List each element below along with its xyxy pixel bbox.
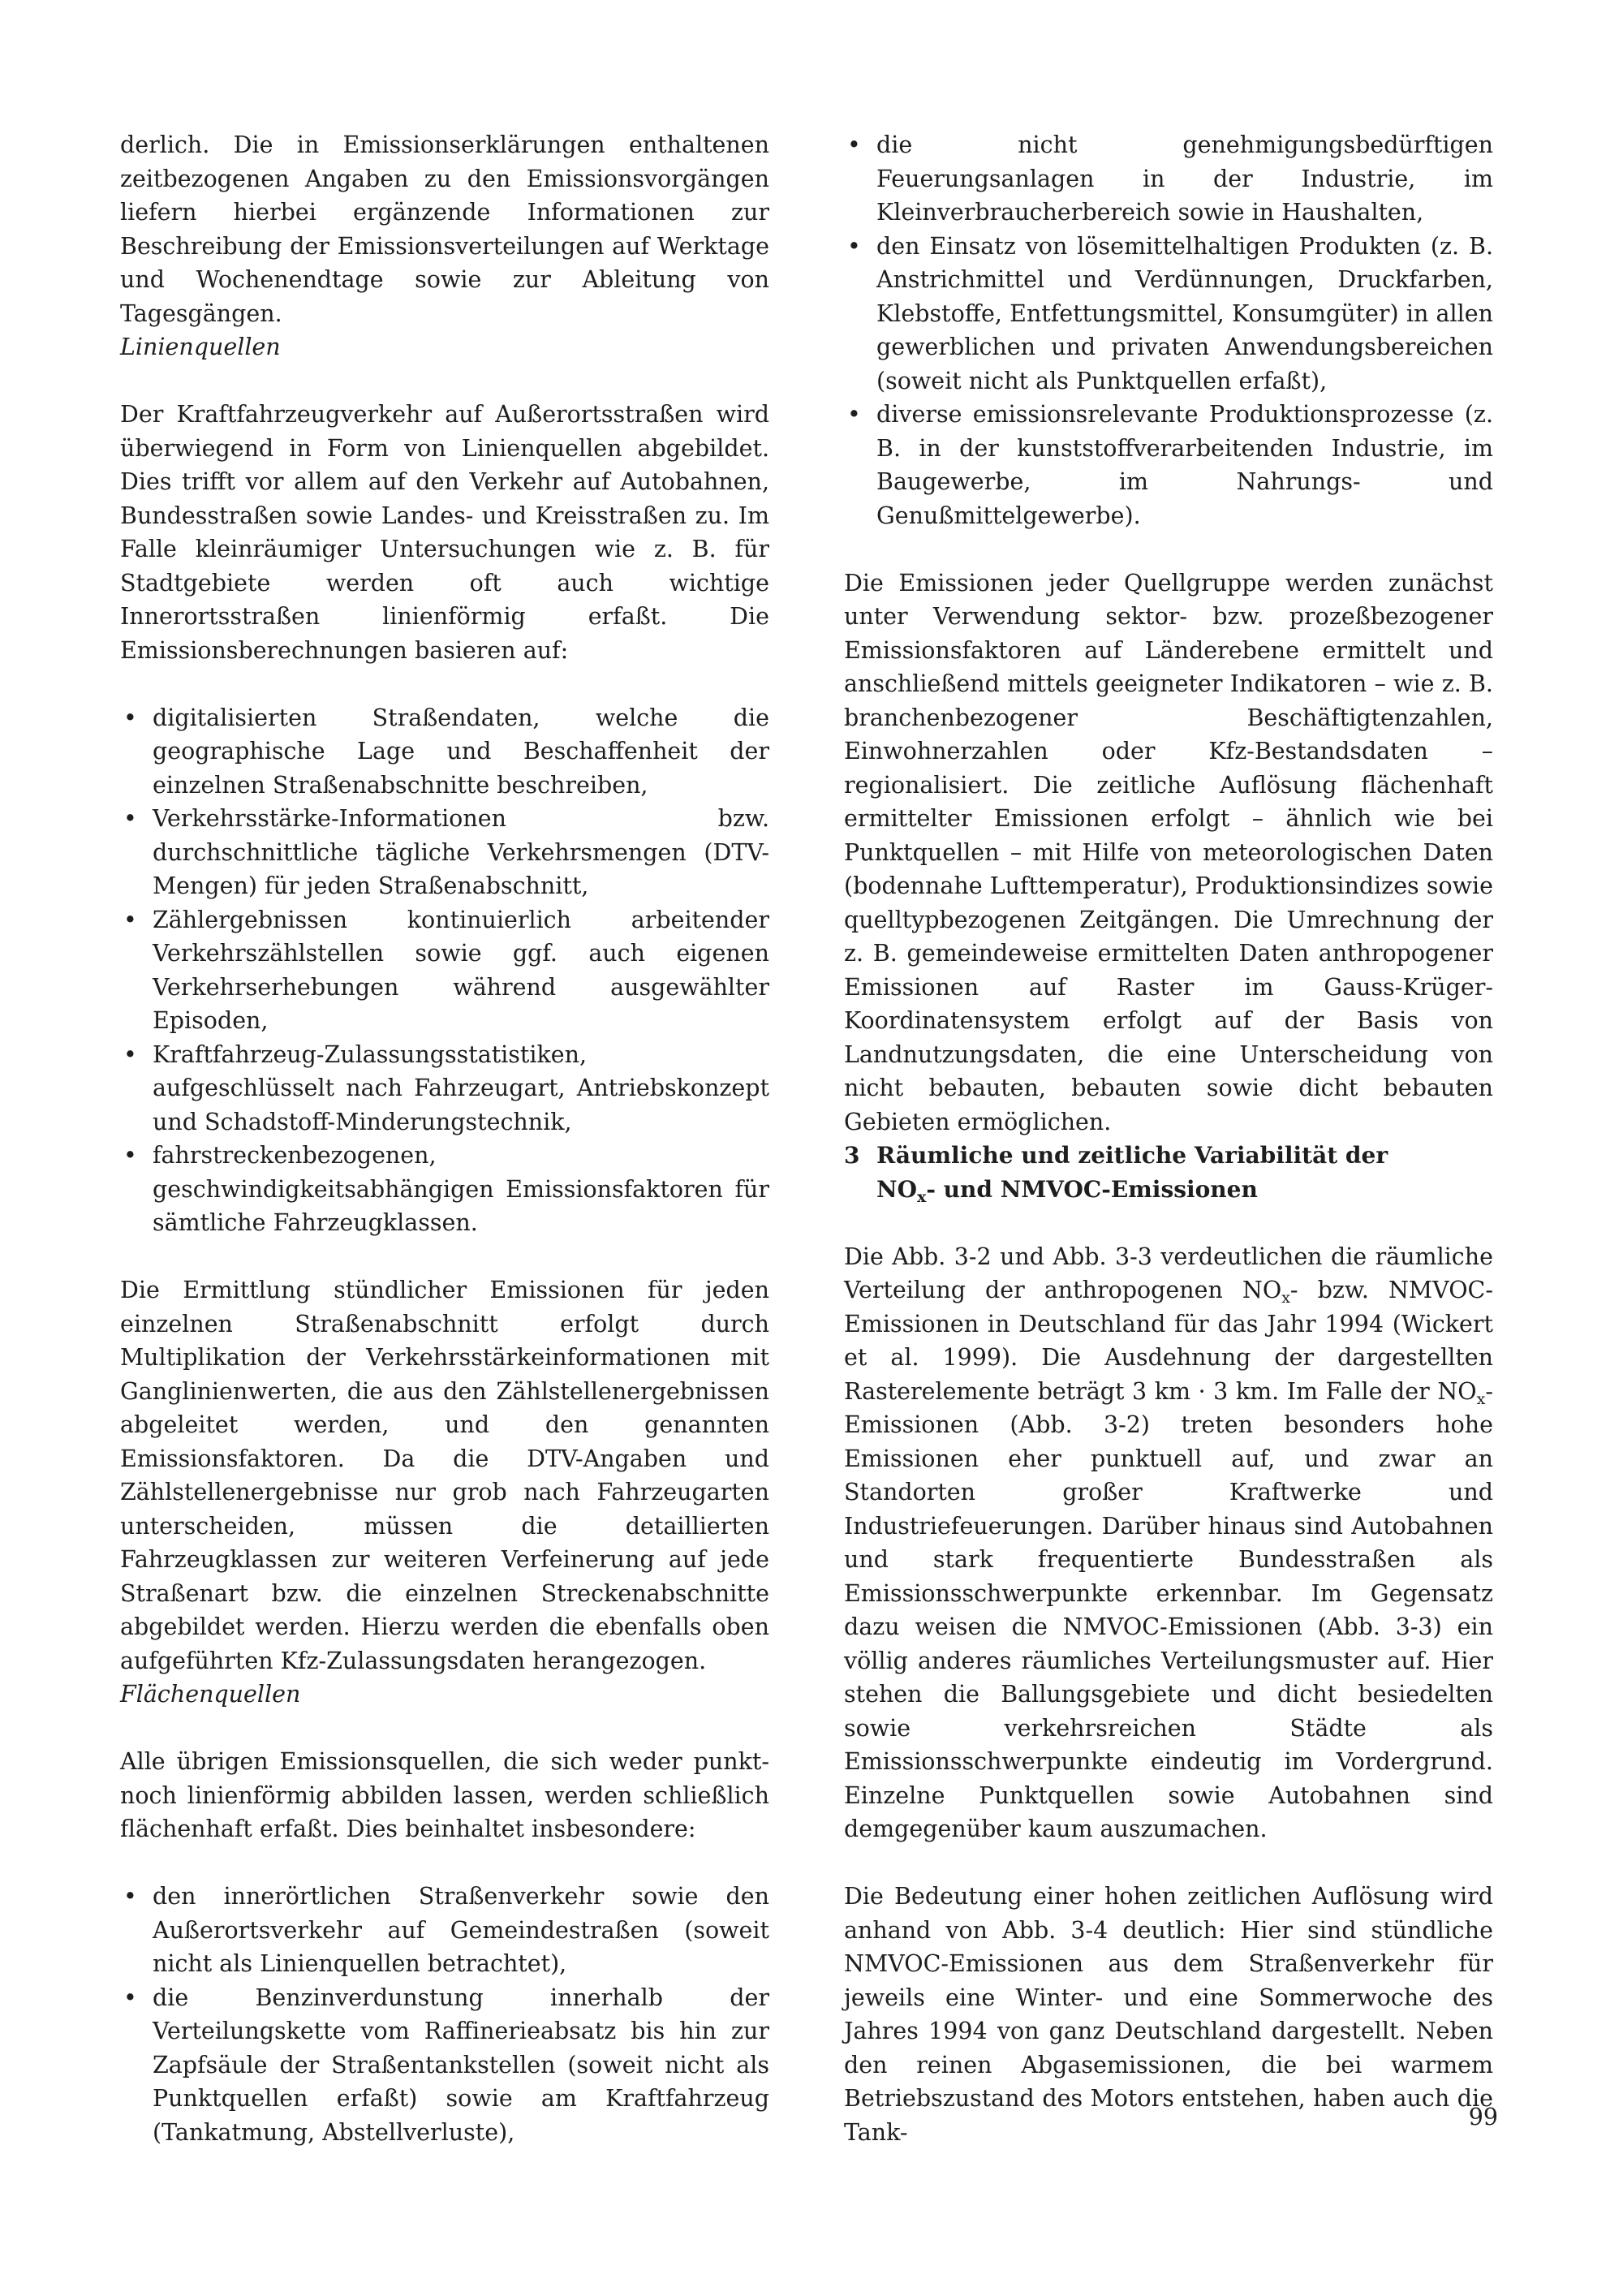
section-heading xyxy=(844,1139,1493,1206)
subheading-flaechenquellen: Flächenquellen xyxy=(120,1681,301,1708)
paragraph-linienquellen: Der Kraftfahrzeugverkehr auf Außerortsstraßen wird überwiegend in Form von Linienquellen abgebildet. Dies trifft vor allem auf den Verkehr auf Autobahnen, Bundesstraßen sowie Landes- und Kreisstraßen zu. Im Falle kleinräumiger Untersuchungen wie z. B. für Stadtgebiete werden oft auch wichtige Innerortsstraßen linienförmig erfaßt. Die Emissionsberechnungen basieren auf: xyxy=(120,401,769,664)
bullet-list-flaechenquellen xyxy=(120,1880,769,2149)
list-item: • den Einsatz von lösemittelhaltigen Produkten (z. B. Anstrichmittel und Verdünnungen, Druckfarben, Klebstoffe, Entfettungsmittel, Konsumgüter) in allen gewerblichen und privaten Anwendungsbereichen (soweit nicht als Punktquellen erfaßt), xyxy=(844,230,1493,398)
page-number: 99 xyxy=(1468,2104,1498,2130)
paragraph-zeitliche-aufloesung: Die Bedeutung einer hohen zeitlichen Auflösung wird anhand von Abb. 3-4 deutlich: Hier sind stündliche NMVOC-Emissionen aus dem Straßenverkehr für jeweils eine Winter- und eine Sommerwoche des Jahres 1994 von ganz Deutschland dargestellt. Neben den reinen Abgasemissionen, die bei warmem Betriebszustand des Motors entstehen, haben auch die Tank- xyxy=(844,1883,1493,2146)
list-item: • Kraftfahrzeug-Zulassungsstatistiken, aufgeschlüsselt nach Fahrzeugart, Antriebskonzept und Schadstoff-Minderungstechnik, xyxy=(120,1038,769,1139)
list-item: • fahrstreckenbezogenen, geschwindigkeitsabhängigen Emissionsfaktoren für sämtliche Fahrzeugklassen. xyxy=(120,1139,769,1240)
list-item: • Verkehrsstärke-Informationen bzw. durchschnittliche tägliche Verkehrsmengen (DTV-Mengen) für jeden Straßenabschnitt, xyxy=(120,802,769,903)
list-item: • diverse emissionsrelevante Produktionsprozesse (z. B. in der kunststoffverarbeitenden Industrie, im Baugewerbe, im Nahrungs- und Genußmittelgewerbe). xyxy=(844,398,1493,532)
list-item: • die Benzinverdunstung innerhalb der Verteilungskette vom Raffinerieabsatz bis hin zur Zapfsäule der Straßentankstellen (soweit nicht als Punktquellen erfaßt) sowie am Kraftfahrzeug (Tankatmung, Abstellverluste), xyxy=(120,1981,769,2150)
list-item: • digitalisierten Straßendaten, welche die geographische Lage und Beschaffenheit der einzelnen Straßenabschnitte beschreiben, xyxy=(120,701,769,803)
section-number: 3 xyxy=(844,1142,860,1169)
paragraph-raeumliche-verteilung: Die Abb. 3-2 und Abb. 3-3 verdeutlichen die räumliche Verteilung der anthropogenen $NO_x-$ bzw. NMVOC-Emissionen in Deutschland für das Jahr 1994 (Wickert et al. 1999). Die Ausdehnung der dargestellten Rasterelemente beträgt 3 km · 3 km. Im Falle der $NO_x$-Emissionen (Abb. 3-2) treten besonders hohe Emissionen eher punktuell auf, und zwar an Standorten großer Kraftwerke und Industriefeuerungen. Darüber hinaus sind Autobahnen und stark frequentierte Bundesstraßen als Emissionsschwerpunkte erkennbar. Im Gegensatz dazu weisen die NMVOC-Emissionen (Abb. 3-3) ein völlig anderes räumliches Verteilungsmuster auf. Hier stehen die Ballungsgebiete und dicht besiedelten sowie verkehrsreichen Städte als Emissionsschwerpunkte eindeutig im Vordergrund. Einzelne Punktquellen sowie Autobahnen sind demgegenüber kaum auszumachen. xyxy=(844,1243,1493,1842)
bullet-list-continued xyxy=(844,128,1493,532)
list-item: • den innerörtlichen Straßenverkehr sowie den Außerortsverkehr auf Gemeindestraßen (soweit nicht als Linienquellen betrachtet), xyxy=(120,1880,769,1981)
list-item: • die nicht genehmigungsbedürftigen Feuerungsanlagen in der Industrie, im Kleinverbraucherbereich sowie in Haushalten, xyxy=(844,128,1493,230)
paragraph-regionalisierung: Die Emissionen jeder Quellgruppe werden zunächst unter Verwendung sektor- bzw. prozeßbezogener Emissionsfaktoren auf Länderebene ermittelt und anschließend mittels geeigneter Indikatoren – wie z. B. branchenbezogener Beschäftigtenzahlen, Einwohnerzahlen oder Kfz-Bestandsdaten – regionalisiert. Die zeitliche Auflösung flächenhaft ermittelter Emissionen erfolgt – ähnlich wie bei Punktquellen – mit Hilfe von meteorologischen Daten (bodennahe Lufttemperatur), Produktionsindizes sowie quelltypbezogenen Zeitgängen. Die Umrechnung der z. B. gemeindeweise ermittelten Daten anthropogener Emissionen auf Raster im Gauss-Krüger-Koordinatensystem erfolgt auf der Basis von Landnutzungsdaten, die eine Unterscheidung von nicht bebauten, bebauten sowie dicht bebauten Gebieten ermöglichen. xyxy=(844,569,1493,1135)
section-title-line2: $NO_x-$ und NMVOC-Emissionen xyxy=(876,1175,1258,1206)
subheading-linienquellen: Linienquellen xyxy=(120,334,281,360)
section-title-line1: Räumliche und zeitliche Variabilität der xyxy=(876,1142,1388,1169)
paragraph-intro: derlich. Die in Emissionserklärungen enthaltenen zeitbezogenen Angaben zu den Emissionsvorgängen liefern hierbei ergänzende Informationen zur Beschreibung der Emissionsverteilungen auf Werktage und Wochenendtage sowie zur Ableitung von Tagesgängen. xyxy=(120,131,769,327)
paragraph-stuendliche-emissionen: Die Ermittlung stündlicher Emissionen für jeden einzelnen Straßenabschnitt erfolgt durch Multiplikation der Verkehrsstärkeinformationen mit Ganglinienwerten, die aus den Zählstellenergebnissen abgeleitet werden, und den genannten Emissionsfaktoren. Da die DTV-Angaben und Zählstellenergebnisse nur grob nach Fahrzeugarten unterscheiden, müssen die detaillierten Fahrzeugklassen zur weiteren Verfeinerung auf jede Straßenart bzw. die einzelnen Streckenabschnitte abgebildet werden. Hierzu werden die ebenfalls oben aufgeführten Kfz-Zulassungsdaten herangezogen. xyxy=(120,1277,769,1674)
left-column xyxy=(120,128,769,2149)
right-column xyxy=(844,128,1493,2149)
list-item: • Zählergebnissen kontinuierlich arbeitender Verkehrszählstellen sowie ggf. auch eigenen Verkehrserhebungen während ausgewählter Episoden, xyxy=(120,903,769,1038)
bullet-list-linienquellen xyxy=(120,701,769,1240)
paragraph-flaechenquellen: Alle übrigen Emissionsquellen, die sich weder punkt- noch linienförmig abbilden lassen, werden schließlich flächenhaft erfaßt. Dies beinhaltet insbesondere: xyxy=(120,1748,769,1842)
